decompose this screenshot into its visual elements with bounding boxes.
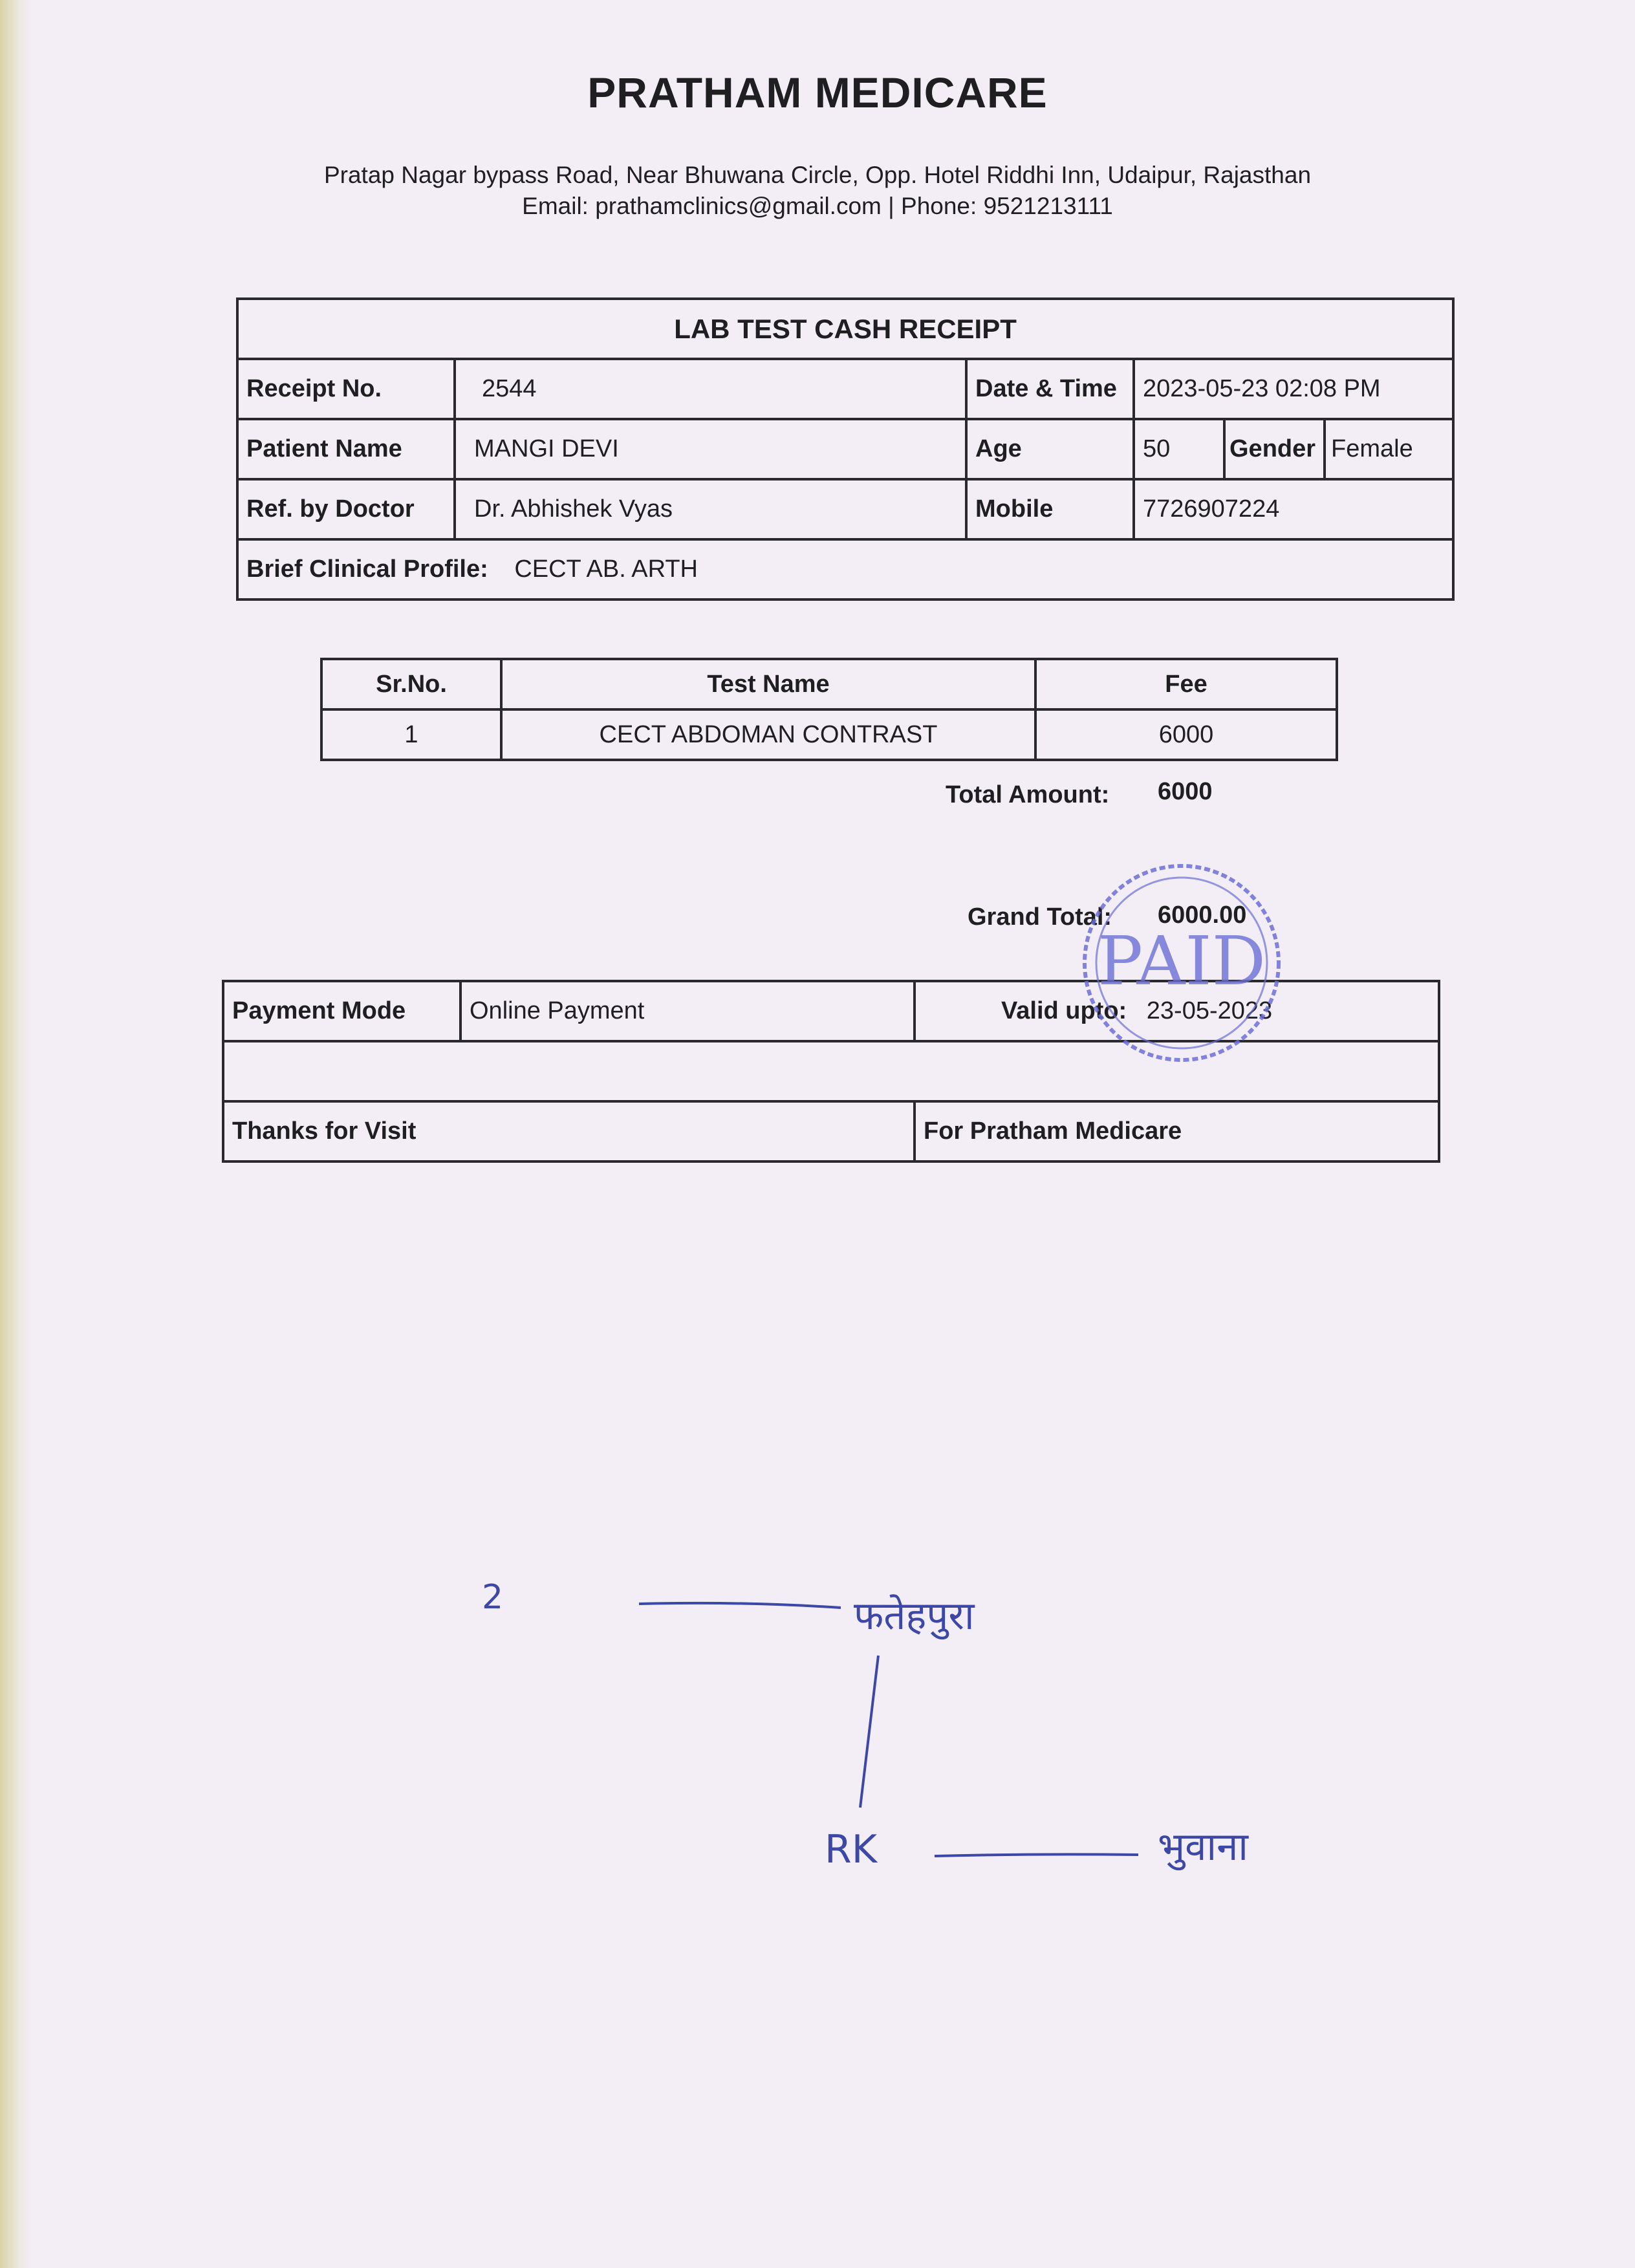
valid-upto-value: 23-05-2023 — [1146, 997, 1273, 1024]
col-header-srno: Sr.No. — [321, 659, 501, 709]
total-amount-label: Total Amount: — [946, 781, 1110, 808]
clinical-profile-value: CECT AB. ARTH — [514, 556, 698, 583]
doctor-label: Ref. by Doctor — [237, 479, 455, 539]
age-value: 50 — [1134, 419, 1224, 479]
patient-name-value: MANGI DEVI — [455, 419, 966, 479]
col-header-fee: Fee — [1035, 659, 1337, 709]
test-name: CECT ABDOMAN CONTRAST — [501, 709, 1035, 760]
paid-stamp — [1079, 860, 1284, 1066]
valid-upto-label: Valid upto: — [1001, 997, 1127, 1024]
mobile-label: Mobile — [966, 479, 1134, 539]
receipt-info-table — [236, 297, 1455, 601]
gender-value: Female — [1325, 419, 1453, 479]
total-amount-value: 6000 — [1158, 778, 1213, 805]
thanks-text: Thanks for Visit — [223, 1101, 915, 1161]
mobile-value: 7726907224 — [1134, 479, 1453, 539]
scan-edge — [0, 0, 31, 2268]
datetime-value: 2023-05-23 02:08 PM — [1134, 359, 1453, 419]
payment-mode-label: Payment Mode — [223, 981, 460, 1041]
test-fee: 6000 — [1035, 709, 1337, 760]
paid-stamp-text: PAID — [1098, 922, 1266, 1000]
payment-mode-value: Online Payment — [460, 981, 915, 1041]
handwritten-place-1: फतेहपुरा — [854, 1593, 975, 1639]
handwritten-initials: RK — [825, 1827, 878, 1872]
age-label: Age — [966, 419, 1134, 479]
handwritten-number: 2 — [482, 1578, 504, 1617]
datetime-label: Date & Time — [966, 359, 1134, 419]
doctor-value: Dr. Abhishek Vyas — [455, 479, 966, 539]
for-pratham-label: For Pratham Medicare — [915, 1101, 1439, 1161]
table-row — [321, 709, 1337, 760]
patient-name-label: Patient Name — [237, 419, 455, 479]
clinical-profile-label: Brief Clinical Profile: — [246, 556, 488, 583]
test-srno: 1 — [321, 709, 501, 760]
clinic-contact: Email: prathamclinics@gmail.com | Phone: 9521213111 — [522, 193, 1113, 219]
clinic-name: PRATHAM MEDICARE — [587, 69, 1048, 116]
receipt-no-label: Receipt No. — [237, 359, 455, 419]
clinic-address: Pratap Nagar bypass Road, Near Bhuwana Circle, Opp. Hotel Riddhi Inn, Udaipur, Rajasthan — [323, 162, 1312, 188]
grand-total-label: Grand Total: — [968, 903, 1112, 931]
clinical-profile — [237, 539, 1453, 599]
handwritten-place-2: भुवाना — [1158, 1824, 1248, 1870]
grand-total-value: 6000.00 — [1158, 902, 1247, 929]
tests-table — [320, 658, 1338, 761]
gender-label: Gender — [1224, 419, 1325, 479]
receipt-title: LAB TEST CASH RECEIPT — [237, 299, 1453, 359]
receipt-no-value: 2544 — [455, 359, 966, 419]
col-header-test-name: Test Name — [501, 659, 1035, 709]
